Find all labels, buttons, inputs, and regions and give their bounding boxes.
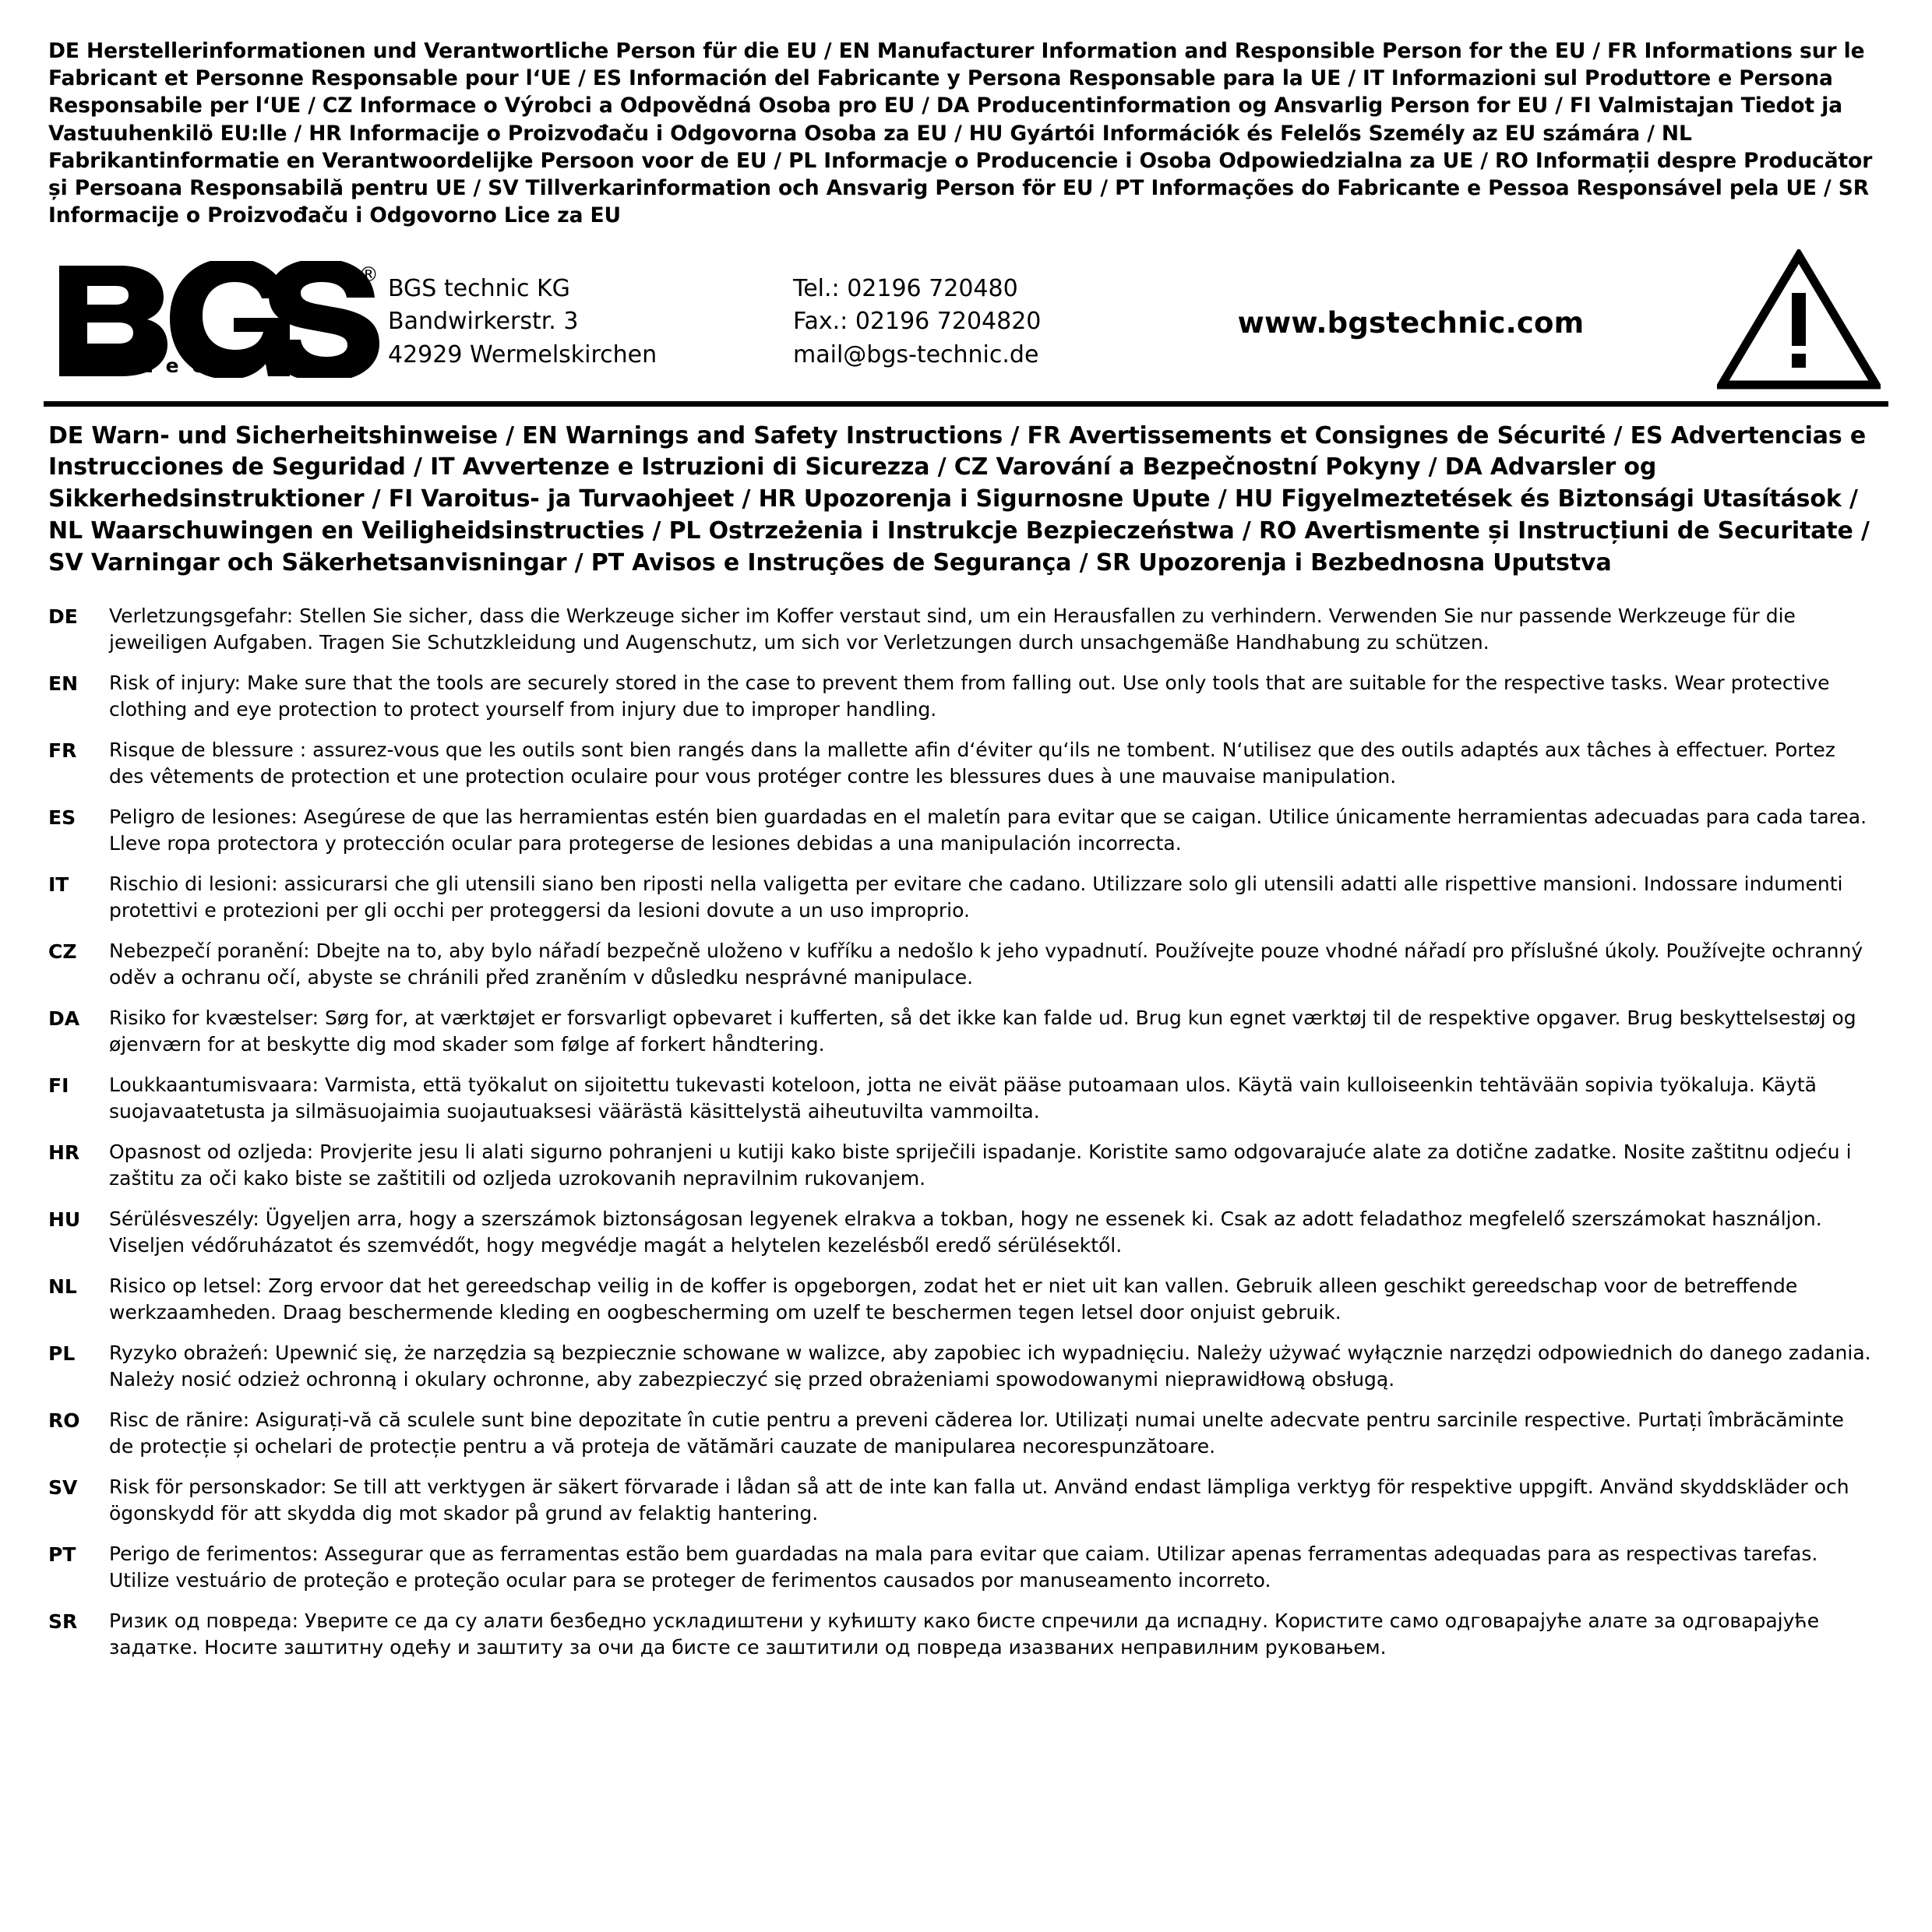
language-code: DA bbox=[48, 1007, 80, 1030]
company-city: 42929 Wermelskirchen bbox=[388, 340, 658, 368]
instruction-text: Risiko for kvæstelser: Sørg for, at værktøjet er forsvarligt opbevaret i kufferten, så det ikke kan falde ud. Brug kun egnet værktøj til de respektive opgaver. Brug beskyttelsestøj og øjenværn for at beskytte dig mod skader som følge af forkert håndtering. bbox=[109, 1006, 1856, 1056]
company-contact-band bbox=[44, 241, 1888, 407]
company-tel: Tel.: 02196 720480 bbox=[793, 274, 1018, 302]
instruction-row-fr bbox=[48, 737, 1882, 791]
bgs-logo bbox=[48, 261, 388, 378]
instruction-text: Sérülésveszély: Ügyeljen arra, hogy a szerszámok biztonságosan legyenek elrakva a tokban, hogy ne essenek ki. Csak az adott feladathoz megfelelő szerszámokat használjon. Viseljen védőruházatot és szemvédőt, hogy megvédje magát a helytelen kezelésből eredő sérülésektől. bbox=[109, 1207, 1822, 1257]
company-fax: Fax.: 02196 7204820 bbox=[793, 308, 1042, 336]
instruction-row-en bbox=[48, 670, 1882, 724]
language-code: SV bbox=[48, 1475, 78, 1499]
language-code: FR bbox=[48, 739, 77, 762]
instruction-text: Ryzyko obrażeń: Upewnić się, że narzędzia są bezpiecznie schowane w walizce, aby zapobiec ich wypadnięciu. Należy używać wyłącznie narzędzi odpowiednich do danego zadania. Należy nosić odzież ochronną i okulary ochronne, aby zabezpieczyć się przed obrażeniami spowodowanymi nieprawidłową obsługą. bbox=[109, 1341, 1871, 1391]
language-code: ES bbox=[48, 806, 76, 829]
instruction-text: Verletzungsgefahr: Stellen Sie sicher, dass die Werkzeuge sicher im Koffer verstaut sind, um ein Herausfallen zu verhindern. Verwenden Sie nur passende Werkzeuge für die jeweiligen Aufgaben. Tragen Sie Schutzkleidung und Augenschutz, um sich vor Verletzungen durch unsachgemäße Handhabung zu schützen. bbox=[109, 604, 1796, 654]
language-code: IT bbox=[48, 873, 69, 896]
language-code: FI bbox=[48, 1074, 69, 1097]
company-website[interactable]: www.bgstechnic.com bbox=[1237, 306, 1585, 340]
language-code: PL bbox=[48, 1341, 76, 1365]
company-email[interactable]: mail@bgs-technic.de bbox=[793, 340, 1039, 368]
company-contact bbox=[793, 266, 1128, 372]
instruction-text: Risico op letsel: Zorg ervoor dat het gereedschap veilig in de koffer is opgeborgen, zodat het er niet uit kan vallen. Gebruik alleen geschikt gereedschap voor de betreffende werkzaamheden. Draag beschermende kleding en oogbescherming om uzelf te beschermen tegen letsel door onjuist gebruik. bbox=[109, 1274, 1798, 1324]
instruction-row-es bbox=[48, 804, 1882, 858]
instruction-row-ro bbox=[48, 1407, 1882, 1461]
language-code: SR bbox=[48, 1609, 78, 1633]
instruction-row-it bbox=[48, 871, 1882, 925]
company-street: Bandwirkerstr. 3 bbox=[388, 308, 579, 336]
instruction-row-hu bbox=[48, 1206, 1882, 1260]
instruction-row-pt bbox=[48, 1541, 1882, 1595]
instruction-row-fi bbox=[48, 1072, 1882, 1126]
instruction-text: Rischio di lesioni: assicurarsi che gli utensili siano ben riposti nella valigetta per evitare che cadano. Utilizzare solo gli utensili adatti alle rispettive mansioni. Indossare indumenti protettivi e protezioni per gli occhi per proteggersi da lesioni dovute a un uso improprio. bbox=[109, 872, 1843, 922]
instruction-row-da bbox=[48, 1005, 1882, 1059]
language-code: RO bbox=[48, 1408, 80, 1432]
instruction-text: Ризик од повреда: Уверите се да су алати безбедно ускладиштени у кућишту како бисте спречили да испадну. Користите само одговарајуће алате за одговарајуће задатке. Носите заштитну одећу и заштиту за очи да бисте се заштитили од повреда изазваних неправилним руковањем. bbox=[109, 1609, 1820, 1659]
instruction-text: Perigo de ferimentos: Assegurar que as ferramentas estão bem guardadas na mala para evitar que caiam. Utilizar apenas ferramentas adequadas para as respectivas tarefas. Utilize vestuário de proteção e proteção ocular para se proteger de ferimentos causados por manuseamento incorreto. bbox=[109, 1542, 1818, 1592]
warning-triangle-icon bbox=[1694, 249, 1884, 390]
instruction-text: Risk för personskador: Se till att verktygen är säkert förvarade i lådan så att de inte kan falla ut. Använd endast lämpliga verktyg för respektive uppgift. Använd skyddskläder och ögonskydd för att skydda dig mot skador på grund av felaktig hantering. bbox=[109, 1475, 1849, 1525]
language-code: DE bbox=[48, 605, 78, 628]
instruction-row-de bbox=[48, 603, 1882, 657]
instruction-text: Peligro de lesiones: Asegúrese de que las herramientas estén bien guardadas en el maletín para evitar que se caigan. Utilice únicamente herramientas adecuadas para cada tarea. Lleve ropa protectora y protección ocular para protegerse de lesiones debidas a una manipulación incorrecta. bbox=[109, 805, 1867, 855]
warnings-title: DE Warn- und Sicherheitshinweise / EN Warnings and Safety Instructions / FR Avertissements et Consignes de Sécurité / ES Advertencias e Instrucciones de Seguridad / IT Avvertenze e Istruzioni di Sicurezza / CZ Varování a Bezpečnostní Pokyny / DA Advarsler og Sikkerhedsinstruktioner / FI Varoitus- ja Turvaohjeet / HR Upozorenja i Sigurnosne Upute / HU Figyelmeztetések és Biztonsági Utasítások / NL Waarschuwingen en Veiligheidsinstructies / PL Ostrzeżenia i Instrukcje Bezpieczeństwa / RO Avertismente și Instrucțiuni de Securitate / SV Varningar och Säkerhetsanvisningar / PT Avisos e Instruções de Segurança / SR Upozorenja i Bezbednosna Uputstva bbox=[48, 421, 1870, 576]
instruction-row-pl bbox=[48, 1340, 1882, 1394]
instruction-text: Risc de rănire: Asigurați-vă că sculele sunt bine depozitate în cutie pentru a preveni căderea lor. Utilizați numai unelte adecvate pentru sarcinile respective. Purtați îmbrăcăminte de protecție și ochelari de protecție pentru a vă proteja de vătămări cauzate de manipularea necorespunzătoare. bbox=[109, 1408, 1844, 1458]
instruction-text: Nebezpečí poranění: Dbejte na to, aby bylo nářadí bezpečně uloženo v kufříku a nedošlo k jeho vypadnutí. Používejte pouze vhodné nářadí pro příslušné úkoly. Používejte ochranný oděv a ochranu očí, abyste se chránili před zraněním v důsledku nesprávné manipulace. bbox=[109, 939, 1863, 989]
instruction-row-cz bbox=[48, 938, 1882, 992]
instruction-text: Loukkaantumisvaara: Varmista, että työkalut on sijoitettu tukevasti koteloon, jotta ne eivät pääse putoamaan ulos. Käytä vain kulloiseenkin tehtävään sopivia työkaluja. Käytä suojavaatetusta ja silmäsuojaimia suojautuaksesi väärästä käsittelystä aiheutuvilta vammoilta. bbox=[109, 1073, 1817, 1123]
instruction-row-hr bbox=[48, 1139, 1882, 1193]
language-code: EN bbox=[48, 672, 79, 695]
instruction-text: Risk of injury: Make sure that the tools are securely stored in the case to prevent them from falling out. Use only tools that are suitable for the respective tasks. Wear protective clothing and eye protection to protect yourself from injury due to improper handling. bbox=[109, 671, 1830, 721]
language-code: HU bbox=[48, 1208, 81, 1231]
language-code: NL bbox=[48, 1274, 77, 1298]
instruction-row-nl bbox=[48, 1273, 1882, 1327]
instruction-text: Risque de blessure : assurez-vous que les outils sont bien rangés dans la mallette afin d‘éviter qu‘ils ne tombent. N‘utilisez que des outils adaptés aux tâches à effectuer. Portez des vêtements de protection et une protection oculaire pour vous protéger contre les blessures dues à une mauvaise manipulation. bbox=[109, 738, 1835, 788]
company-address bbox=[388, 266, 793, 372]
manufacturer-information-heading: DE Herstellerinformationen und Verantwortliche Person für die EU / EN Manufacturer Information and Responsible Person for the EU / FR Informations sur le Fabricant et Personne Responsable pour l‘UE / ES Información del Fabricante y Persona Responsable para la UE / IT Informazioni sul Produttore e Persona Responsabile per l‘UE / CZ Informace o Výrobci a Odpovědná Osoba pro EU / DA Producentinformation og Ansvarlig Person for EU / FI Valmistajan Tiedot ja Vastuuhenkilö EU:lle / HR Informacije o Proizvođaču i Odgovorna Osoba za EU / HU Gyártói Információk és Felelős Személy az EU számára / NL Fabrikantinformatie en Verantwoordelijke Persoon voor de EU / PL Informacje o Producencie i Osoba Odpowiedzialna za UE / RO Informații despre Producător și Persoana Responsabilă pentru UE / SV Tillverkarinformation och Ansvarig Person för EU / PT Informações do Fabricante e Pessoa Responsável pela UE / SR Informacije o Proizvođaču i Odgovorno Lice za EU bbox=[48, 39, 1873, 228]
instructions-list bbox=[44, 603, 1888, 1662]
instruction-row-sv bbox=[48, 1474, 1882, 1528]
company-name: BGS technic KG bbox=[388, 274, 570, 302]
instruction-row-sr bbox=[48, 1608, 1882, 1662]
svg-text:t e c h n i c: t e c h n i c bbox=[143, 354, 305, 377]
language-code: HR bbox=[48, 1141, 80, 1164]
language-code: PT bbox=[48, 1542, 76, 1566]
instruction-text: Opasnost od ozljeda: Provjerite jesu li alati sigurno pohranjeni u kutiji kako biste spriječili ispadanje. Koristite samo odgovarajuće alate za dotične zadatke. Nosite zaštitnu odjeću i zaštitu za oči kako biste se zaštitili od ozljeda uzrokovanih nepravilnim rukovanjem. bbox=[109, 1140, 1852, 1190]
svg-text:®: ® bbox=[358, 263, 379, 287]
language-code: CZ bbox=[48, 940, 77, 963]
